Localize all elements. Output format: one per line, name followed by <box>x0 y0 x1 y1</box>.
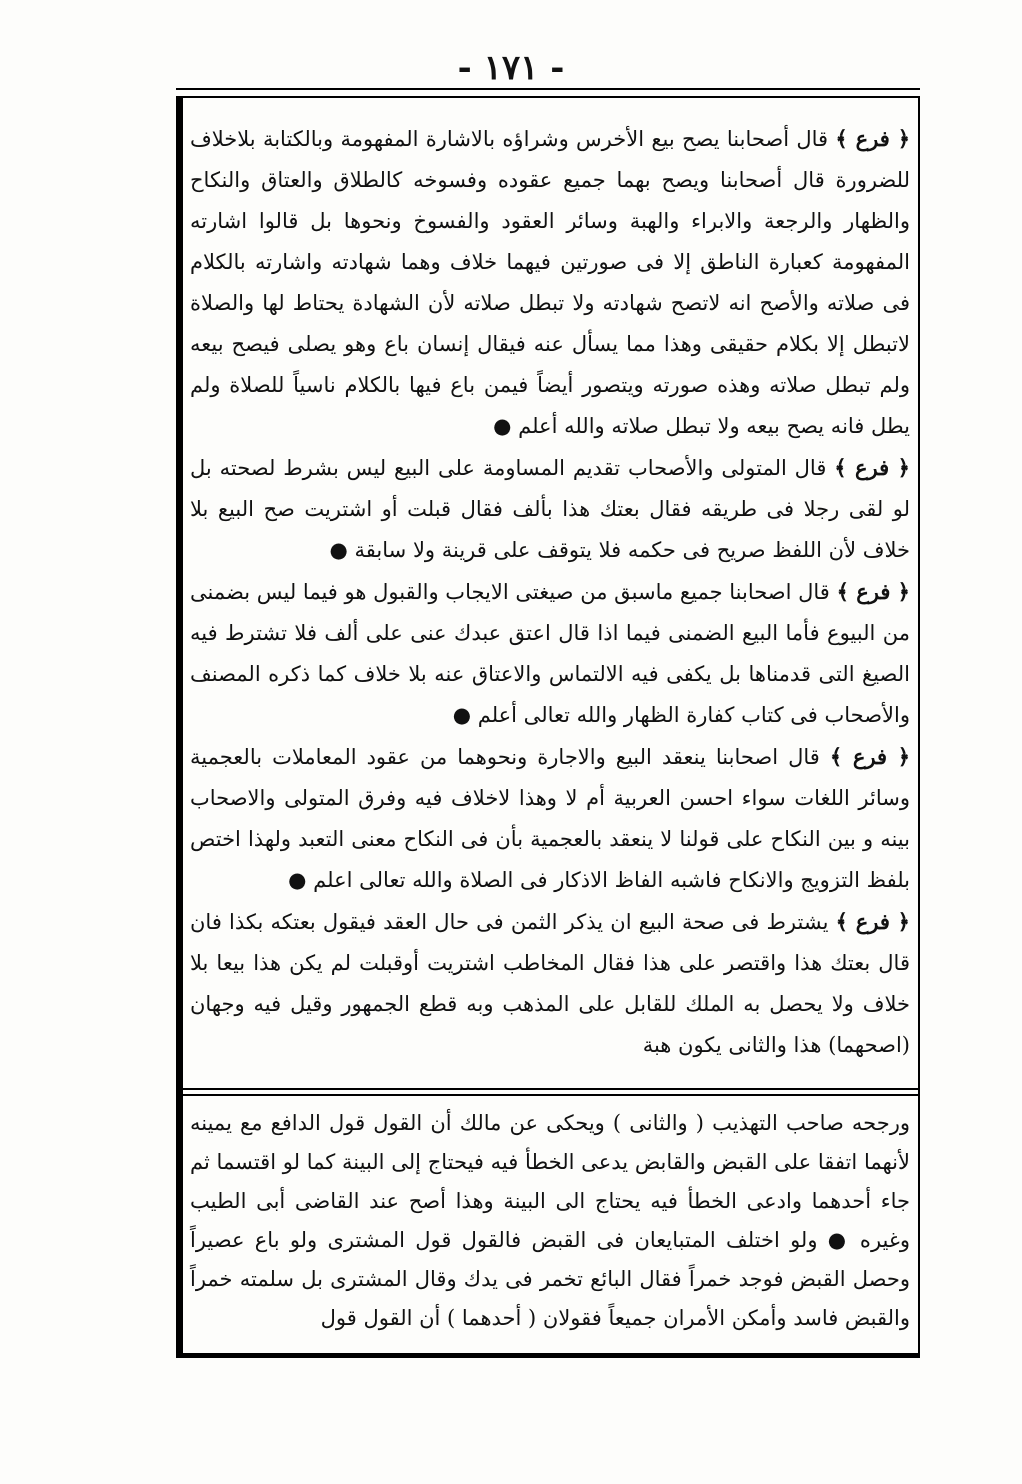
frame-top-rule <box>176 88 920 90</box>
section-divider <box>178 1094 918 1096</box>
paragraph-text: قال أصحابنا يصح بيع الأخرس وشراؤه بالاشارة المفهومة وبالكتابة بلاخلاف للضرورة قال أصحابنا ويصح بهما جميع عقوده وفسوخه كالطلاق والعتاق والنكاح والظهار والرجعة والابراء والهبة وسائر العقود والفسوخ ونحوها بل قالوا اشارته المفهومة كعبارة الناطق إلا فى صورتين فيهما خلاف وهما شهادته واشارته بالكلام فى صلاته والأصح انه لاتصح شهادته ولا تبطل صلاته لأن الشهادة يحتاط لها والصلاة لاتبطل إلا بكلام حقيقى وهذا مما يسأل عنه فيقال إنسان باع وهو يصلى فيصح بيعه ولم تبطل صلاته وهذه صورته ويتصور أيضاً فيمن باع فيها بالكلام ناسياً للصلاة ولم يطل فانه يصح بيعه ولا تبطل صلاته والله أعلم ● <box>190 127 910 438</box>
paragraph-text: قال اصحابنا ينعقد البيع والاجارة ونحوهما من عقود المعاملات بالعجمية وسائر اللغات سواء احسن العربية أم لا وهذا لاخلاف فيه وفرق المتولى والاصحاب بينه و بين النكاح على قولنا لا ينعقد بالعجمية بأن فى النكاح معنى التعبد ولهذا اختص بلفظ التزويج والانكاح فاشبه الفاظ الاذكار فى الصلاة والله تعالى اعلم ● <box>190 745 910 892</box>
page-number: - ١٧١ - <box>457 48 565 88</box>
paragraph-4 <box>190 736 910 901</box>
far-label: ﴿ فرع ﴾ <box>829 744 910 769</box>
far-label: ﴿ فرع ﴾ <box>836 579 910 604</box>
paragraph-text: قال اصحابنا جميع ماسبق من صيغتى الايجاب والقبول هو فيما ليس بضمنى من البيوع فأما البيع الضمنى فيما اذا قال اعتق عبدك عنى على ألف فلا تشترط فيه الصيغ التى قدمناها بل يكفى فيه الالتماس والاعتاق عنه بلا خلاف كما ذكره المصنف والأصحاب فى كتاب كفارة الظهار والله تعالى أعلم ● <box>190 580 910 727</box>
far-label: ﴿ فرع ﴾ <box>835 909 910 934</box>
far-label: ﴿ فرع ﴾ <box>834 455 910 480</box>
section-divider <box>178 1088 918 1090</box>
paragraph-5 <box>190 901 910 1066</box>
commentary-paragraph: ورجحه صاحب التهذيب ( والثانى ) ويحكى عن مالك أن القول قول الدافع مع يمينه لأنهما اتفقا على القبض والقابض يدعى الخطأ فيه فيحتاج إلى البينة كما لو اقتسما ثم جاء أحدهما وادعى الخطأ فيه يحتاج الى البينة وهذا أصح عند القاضى أبى الطيب وغيره ● ولو اختلف المتبايعان فى القبض فالقول قول المشترى ولو باع عصيراً وحصل القبض فوجد خمراً فقال البائع تخمر فى يدك وقال المشترى بل سلمته خمراً والقبض فاسد وأمكن الأمران جميعاً فقولان ( أحدهما ) أن القول قول <box>190 1111 910 1330</box>
paragraph-text: قال المتولى والأصحاب تقديم المساومة على البيع ليس بشرط لصحته بل لو لقى رجلا فى طريقه فقال بعتك هذا بألف فقال قبلت أو اشتريت صح البيع بلا خلاف لأن اللفظ صريح فى حكمه فلا يتوقف على قرينة ولا سابقة ● <box>190 456 910 562</box>
main-text <box>190 118 910 1066</box>
paragraph-3 <box>190 571 910 736</box>
commentary-text <box>190 1104 910 1338</box>
paragraph-2 <box>190 447 910 571</box>
paragraph-text: يشترط فى صحة البيع ان يذكر الثمن فى حال العقد فيقول بعتكه بكذا فان قال بعتك هذا واقتصر على هذا فقال المخاطب اشتريت أوقبلت لم يكن هذا بيعا بلا خلاف ولا يحصل به الملك للقابل على المذهب وبه قطع الجمهور وقيل فيه وجهان (اصحهما) هذا والثانى يكون هبة <box>190 910 910 1057</box>
far-label: ﴿ فرع ﴾ <box>835 126 910 151</box>
paragraph-1 <box>190 118 910 447</box>
